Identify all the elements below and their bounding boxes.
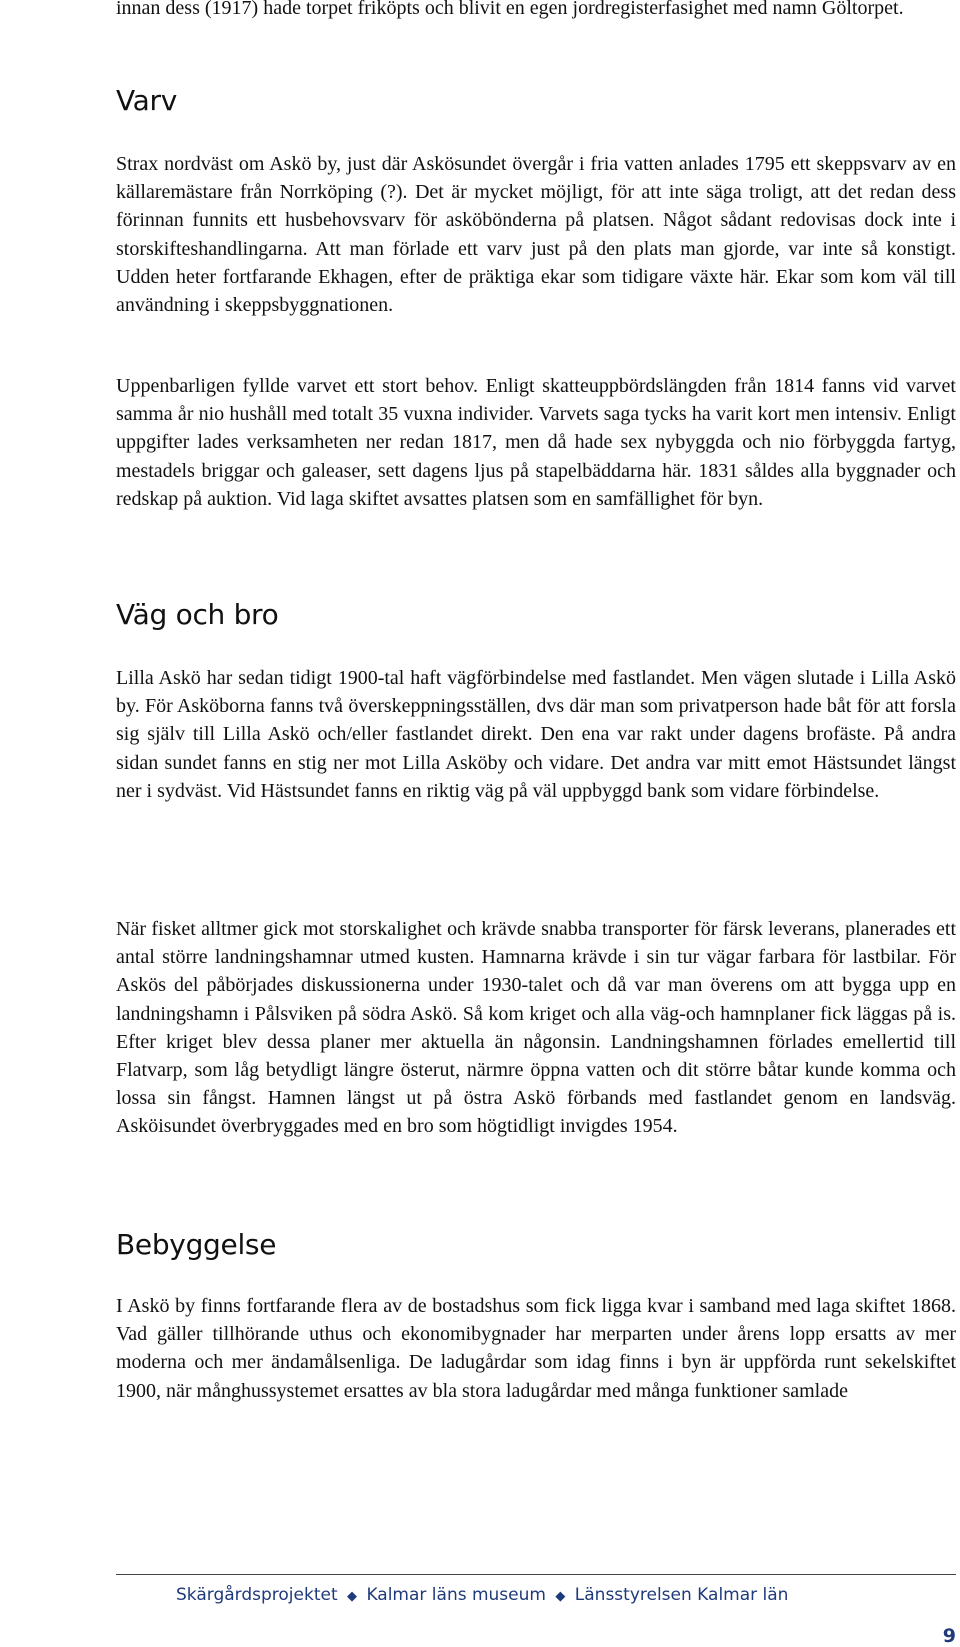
diamond-icon: ◆ [347,1589,358,1604]
page-number: 9 [942,1625,956,1647]
vag-paragraph-1: Lilla Askö har sedan tidigt 1900-tal haft vägförbindelse med fastlandet. Men vägen slutade i Lilla Askö by. För Asköborna fanns två överskeppningsställen, dvs där man som privatperson hade båt för att forsla sig själv till Lilla Askö och/eller fastlandet direkt. Den ena var rakt under dagens brofäste. På andra sidan sundet fanns en stig ner mot Lilla Asköby och vidare. Det andra var mitt emot Hästsundet längst ner i sydväst. Vid Hästsundet fanns en riktig väg på väl uppbyggd bank som vidare förbindelse. [116,667,956,802]
heading-varv: Varv [116,84,178,117]
heading-bebyggelse: Bebyggelse [116,1228,277,1261]
footer-org-lansstyrelsen: Länsstyrelsen Kalmar län [574,1585,789,1605]
varv-paragraph-1: Strax nordväst om Askö by, just där Askösundet övergår i fria vatten anlades 1795 ett skeppsvarv av en källaremästare från Norrköping (?). Det är mycket möjligt, för att inte säga troligt, att det redan dess förinnan funnits ett husbehovsvarv för asköbönderna på platsen. Något sådant redovisas dock inte i storskifteshandlingarna. Att man förlade ett varv just på den plats man gjorde, var inte så konstigt. Udden heter fortfarande Ekhagen, efter de präktiga ekar som tidigare växte här. Ekar som kom väl till användning i skeppsbyggnationen. [116,153,956,317]
vag-paragraph-2: När fisket alltmer gick mot storskalighet och krävde snabba transporter för färsk leverans, planerades ett antal större landningshamnar utmed kusten. Hamnarna krävde i sin tur vägar farbara för lastbilar. För Askös del påbörjades diskussionerna under 1930-talet och då var man överens om att bygga upp en landningshamn i Pålsviken på södra Askö. Så kom kriget och alla väg-och hamnplaner fick läggas på is. Efter kriget blev dessa planer mer aktuella än någonsin. Landningshamnen förlades emellertid till Flatvarp, som låg betydligt längre österut, närmre öppna vatten och dit större båtar kunde komma och lossa sin fångst. Hamnen längst ut på östra Askö förbands med fastlandet genom en landsväg. Asköisundet överbryggades med en bro som högtidligt invigdes 1954. [116,918,956,1138]
diamond-icon: ◆ [555,1589,566,1604]
intro-paragraph: innan dess (1917) hade torpet friköpts och blivit en egen jordregisterfasighet med namn Göltorpet. [116,0,904,19]
page-footer [116,1574,956,1647]
varv-paragraph-2: Uppenbarligen fyllde varvet ett stort behov. Enligt skatteuppbördslängden från 1814 fanns vid varvet samma år nio hushåll med totalt 35 vuxna individer. Varvets saga tycks ha varit kort men intensiv. Enligt uppgifter lades verksamheten ner redan 1817, men då hade sex nybyggda och nio förbyggda fartyg, mestadels briggar och galeaser, sett dagens ljus på stapelbäddarna här. 1831 såldes alla byggnader och redskap på auktion. Vid laga skiftet avsattes platsen som en samfällighet för byn. [116,375,956,510]
footer-organizations [176,1585,788,1605]
footer-org-kalmar-lans-museum: Kalmar läns museum [366,1585,546,1605]
footer-org-skargardsprojektet: Skärgårdsprojektet [176,1585,338,1605]
heading-vag-och-bro: Väg och bro [116,598,279,631]
bebyggelse-paragraph-1: I Askö by finns fortfarande flera av de bostadshus som fick ligga kvar i samband med laga skiftet 1868. Vad gäller tillhörande uthus och ekonomibygnader har merparten under årens lopp ersatts av mer moderna och mer ändamålsenliga. De ladugårdar som idag finns i byn är uppförda runt sekelskiftet 1900, när månghussystemet ersattes av bla stora ladugårdar med många funktioner samlade [116,1295,956,1402]
